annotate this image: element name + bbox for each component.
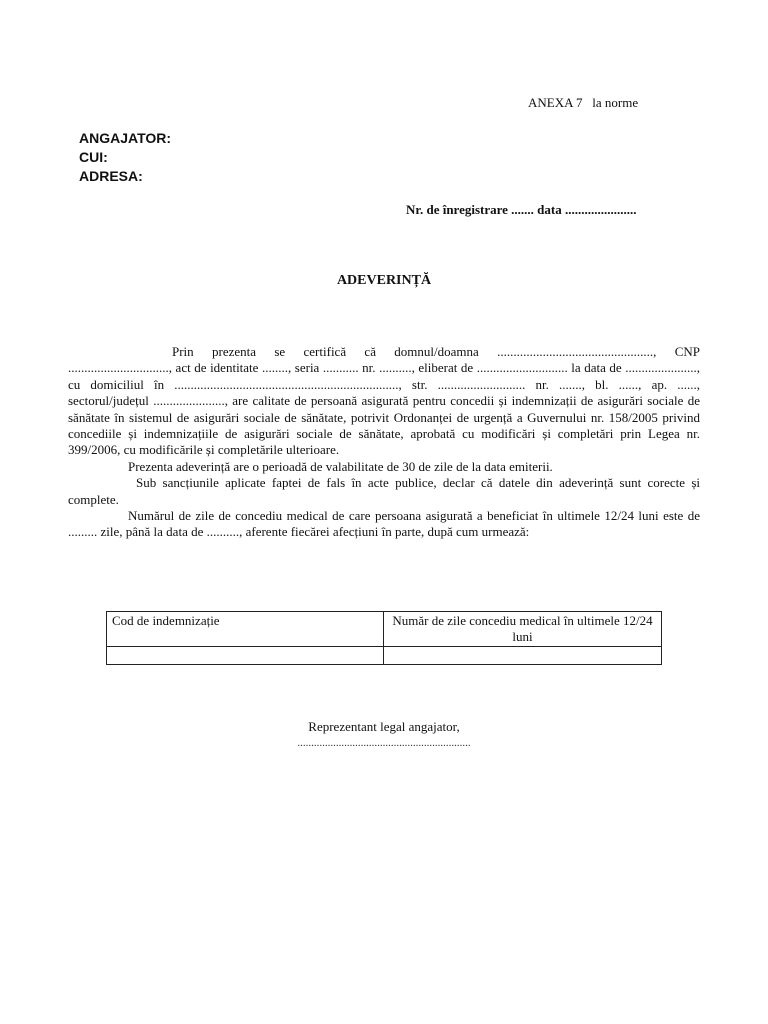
cui-label: CUI:	[79, 149, 108, 165]
document-title: ADEVERINȚĂ	[336, 273, 432, 288]
leave-days-header: Număr de zile concediu medical în ultimele 12/24 luni	[384, 612, 662, 647]
certification-paragraph: Prin prezenta se certifică că domnul/doamna ................................................, CNP ..............................., act de identitate ........, seria ........... nr. .........., eliberat de ............................ la data de ......................, cu domiciliul în ....................................................................., str. ........................... nr. ......., bl. ......, ap. ......, sectorul/județul ......................, are calitate de persoană asigurată pentru concedii și indemnizații de asigurări sociale de sănătate în sistemul de asigurări sociale de sănătate, potrivit Ordonanței de urgență a Guvernului nr. 158/2005 privind concediile și indemnizațiile de asigurări sociale de sănătate, aprobată cu modificări și completări prin Legea nr. 399/2006, cu modificările și completările ulterioare.	[68, 344, 700, 458]
leave-days-cell[interactable]	[384, 647, 662, 665]
signature-line: ...............................................................	[297, 737, 471, 749]
address-label: ADRESA:	[79, 168, 143, 184]
signature-label: Reprezentant legal angajator,	[308, 719, 460, 734]
table-row	[107, 647, 662, 665]
registration-line: Nr. de înregistrare ....... data ......................	[406, 202, 637, 217]
document-body	[68, 344, 700, 541]
employer-label: ANGAJATOR:	[79, 130, 172, 146]
validity-paragraph: Prezenta adeverință are o perioadă de valabilitate de 30 de zile de la data emiterii.	[128, 458, 553, 474]
annex-reference: ANEXA 7 la norme	[528, 95, 639, 110]
indemnity-code-header: Cod de indemnizație	[107, 612, 384, 647]
employer-block	[79, 129, 171, 186]
indemnity-code-cell[interactable]	[107, 647, 384, 665]
leave-days-paragraph: Numărul de zile de concediu medical de care persoana asigurată a beneficiat în ultimele 12/24 luni este de ......... zile, până la data de .........., aferente fiecărei afecțiuni în parte, după cum urmează:	[68, 508, 700, 540]
table-header-row	[107, 612, 662, 647]
declaration-paragraph: Sub sancțiunile aplicate faptei de fals în acte publice, declar că datele din adeverință sunt corecte și complete.	[68, 475, 700, 507]
leave-table	[106, 611, 662, 665]
